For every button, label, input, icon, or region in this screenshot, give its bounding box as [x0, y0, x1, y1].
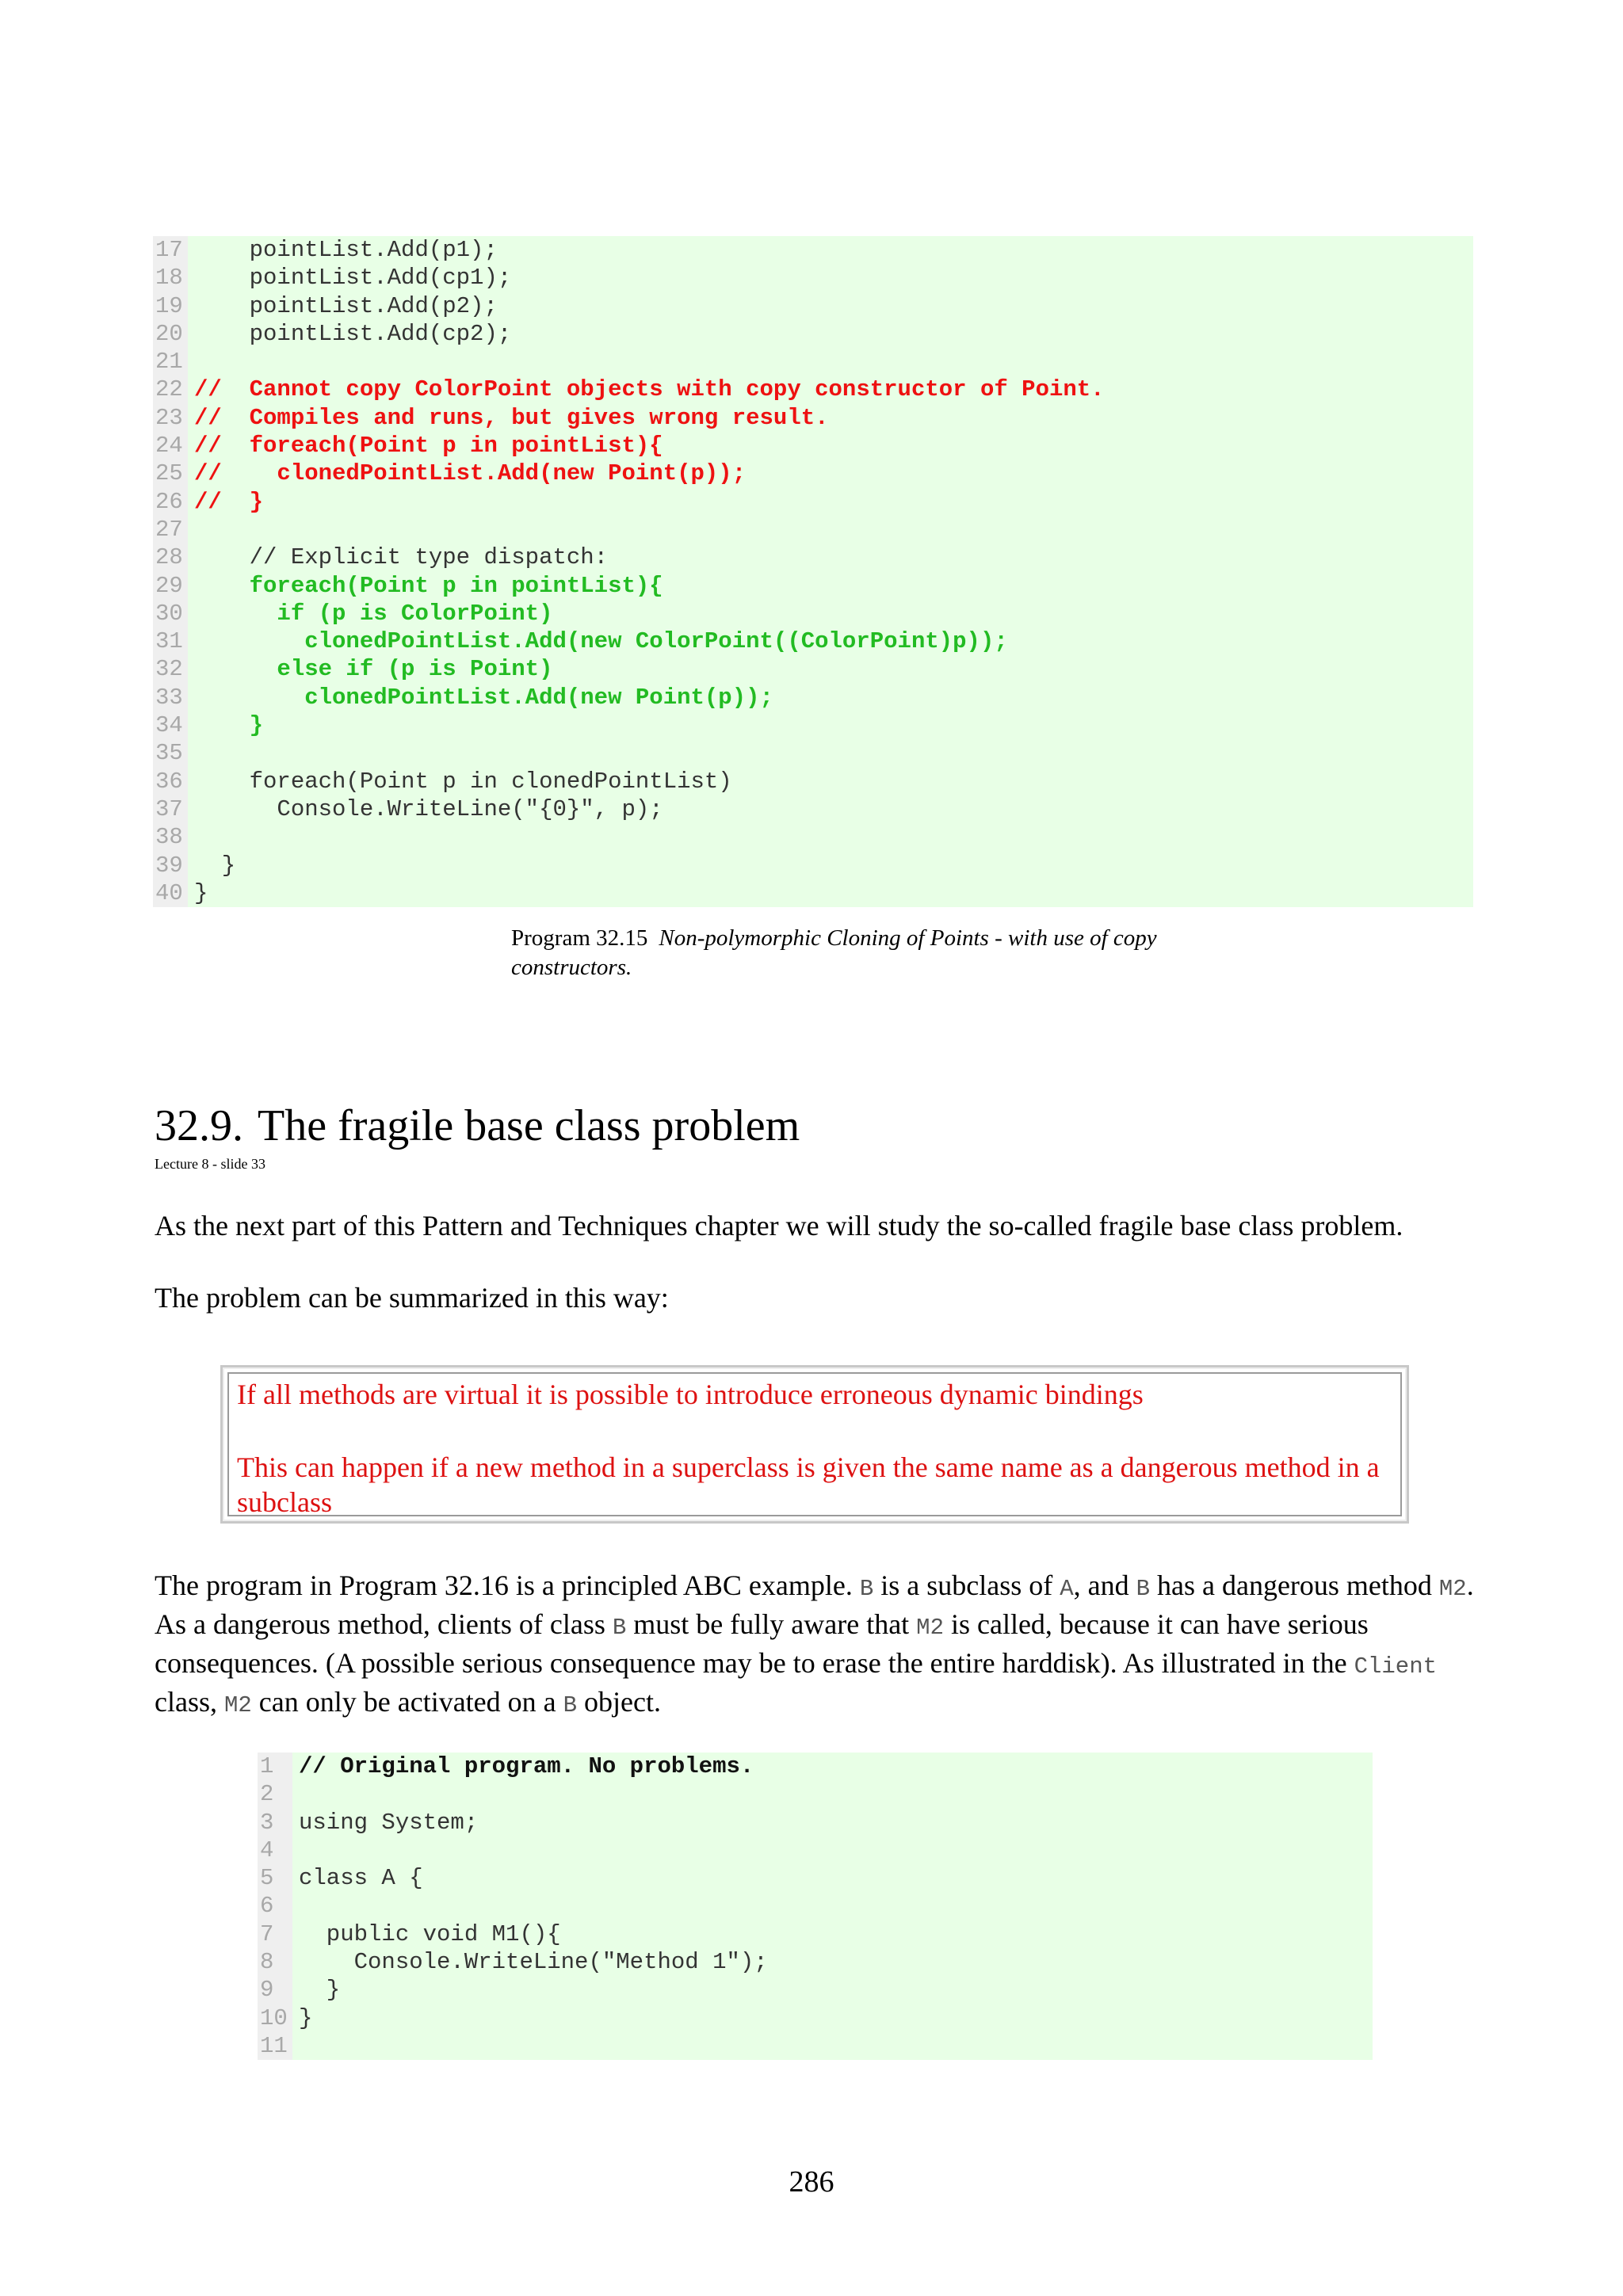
code-ref: B: [563, 1692, 578, 1718]
line-number: 7: [258, 1920, 292, 1948]
code-token: // Explicit type dispatch:: [194, 544, 609, 571]
code-ref: M2: [1438, 1576, 1467, 1602]
code-line: [153, 320, 1473, 348]
code-line: [153, 768, 1473, 795]
code-token: }: [194, 852, 236, 879]
text-run: The program in Program 32.16 is a principled ABC example.: [155, 1569, 860, 1601]
code-listing-program-32-16: [258, 1753, 1373, 2060]
code-line: [153, 460, 1473, 487]
text-run: can only be activated on a: [251, 1686, 563, 1718]
code-line: [153, 627, 1473, 655]
code-token: clonedPointList.Add(new Point(p));: [194, 684, 773, 711]
code-text: [188, 460, 1473, 487]
line-number: 35: [153, 739, 188, 767]
paragraph-program-description: [155, 1568, 1502, 1723]
code-line: [153, 739, 1473, 767]
line-number: 19: [153, 292, 188, 320]
code-text: [188, 320, 1473, 348]
line-number: 40: [153, 879, 188, 907]
code-line: [153, 572, 1473, 600]
code-token: }: [194, 712, 264, 739]
line-number: 2: [258, 1780, 292, 1808]
code-text: [188, 655, 1473, 683]
code-text: [188, 348, 1473, 376]
text-run: is a subclass of: [873, 1569, 1060, 1601]
line-number: 34: [153, 711, 188, 739]
code-ref: A: [1060, 1576, 1074, 1602]
line-number: 38: [153, 823, 188, 851]
code-token: // Original program. No problems.: [299, 1753, 754, 1779]
code-line: [153, 655, 1473, 683]
section-title-text: The fragile base class problem: [258, 1101, 800, 1150]
section-number: 32.9.: [155, 1101, 243, 1150]
line-number: 11: [258, 2032, 292, 2060]
line-number: 5: [258, 1864, 292, 1892]
code-listing-program-32-15: [153, 236, 1473, 907]
page-number: 286: [789, 2165, 834, 2199]
code-line: [258, 1892, 1373, 1920]
code-line: [258, 1948, 1373, 1976]
code-line: [153, 236, 1473, 264]
code-line: [153, 684, 1473, 711]
paragraph-intro: As the next part of this Pattern and Techniques chapter we will study the so-called fragile base class problem.: [155, 1210, 1403, 1241]
code-text: [292, 1948, 1373, 1976]
code-line: [258, 2004, 1373, 2032]
line-number: 1: [258, 1753, 292, 1780]
code-token: pointList.Add(p1);: [194, 237, 498, 263]
code-line: [153, 376, 1473, 403]
line-number: 23: [153, 404, 188, 432]
line-number: 22: [153, 376, 188, 403]
code-text: [188, 236, 1473, 264]
code-line: [153, 823, 1473, 851]
code-text: [188, 823, 1473, 851]
line-number: 29: [153, 572, 188, 600]
line-number: 6: [258, 1892, 292, 1920]
line-number: 17: [153, 236, 188, 264]
line-number: 31: [153, 627, 188, 655]
code-text: [188, 795, 1473, 823]
text-run: is called, because it can have serious consequences. (A possible serious consequence may be to erase the entire harddisk). As illustrated in the: [155, 1608, 1369, 1679]
code-ref: M2: [916, 1615, 944, 1641]
code-ref: B: [859, 1576, 874, 1602]
line-number: 24: [153, 432, 188, 460]
text-run: class,: [155, 1686, 224, 1718]
code-text: [292, 1753, 1373, 1780]
code-line: [153, 292, 1473, 320]
code-line: [153, 348, 1473, 376]
caption-label: Program 32.15: [511, 925, 648, 951]
code-text: [188, 627, 1473, 655]
code-line: [258, 1753, 1373, 1780]
code-line: [258, 1920, 1373, 1948]
code-text: [292, 1809, 1373, 1836]
code-text: [292, 1920, 1373, 1948]
code-line: [153, 600, 1473, 627]
code-line: [153, 711, 1473, 739]
code-line: [153, 795, 1473, 823]
code-token: }: [299, 2004, 313, 2031]
summary-box: [220, 1365, 1409, 1524]
line-number: 21: [153, 348, 188, 376]
code-token: if (p is ColorPoint): [194, 600, 553, 627]
code-token: foreach(Point p in clonedPointList): [194, 768, 732, 795]
code-token: class A {: [299, 1865, 423, 1892]
code-ref: B: [612, 1615, 627, 1641]
code-text: [292, 2032, 1373, 2060]
code-text: [188, 376, 1473, 403]
summary-line-1: If all methods are virtual it is possible to introduce erroneous dynamic bindings: [237, 1379, 1144, 1410]
code-text: [188, 879, 1473, 907]
code-text: [292, 1836, 1373, 1864]
code-ref: B: [1136, 1576, 1150, 1602]
line-number: 26: [153, 488, 188, 516]
paragraph-summary-lead: The problem can be summarized in this way:: [155, 1282, 669, 1314]
code-token: // }: [194, 488, 264, 515]
code-token: public void M1(){: [299, 1920, 561, 1947]
line-number: 27: [153, 516, 188, 543]
code-text: [188, 600, 1473, 627]
code-token: // clonedPointList.Add(new Point(p));: [194, 460, 747, 487]
code-text: [292, 1780, 1373, 1808]
code-text: [188, 404, 1473, 432]
text-run: , and: [1073, 1569, 1136, 1601]
code-line: [258, 2032, 1373, 2060]
text-run: . As a dangerous method, clients of class: [155, 1569, 1474, 1640]
code-text: [188, 264, 1473, 292]
code-line: [153, 516, 1473, 543]
text-run: object.: [577, 1686, 662, 1718]
code-ref: Client: [1354, 1653, 1437, 1680]
code-line: [258, 1976, 1373, 2004]
code-text: [188, 852, 1473, 879]
code-text: [292, 1892, 1373, 1920]
code-line: [153, 543, 1473, 571]
code-text: [292, 2004, 1373, 2032]
code-text: [188, 488, 1473, 516]
code-token: pointList.Add(p2);: [194, 292, 498, 319]
line-number: 8: [258, 1948, 292, 1976]
code-text: [188, 543, 1473, 571]
text-run: must be fully aware that: [626, 1608, 917, 1640]
code-token: else if (p is Point): [194, 656, 553, 683]
code-token: pointList.Add(cp2);: [194, 320, 512, 347]
code-line: [258, 1836, 1373, 1864]
line-number: 18: [153, 264, 188, 292]
line-number: 33: [153, 684, 188, 711]
line-number: 9: [258, 1976, 292, 2004]
line-number: 25: [153, 460, 188, 487]
code-token: foreach(Point p in pointList){: [194, 572, 663, 599]
code-text: [292, 1976, 1373, 2004]
code-ref: M2: [223, 1692, 252, 1718]
text-run: has a dangerous method: [1150, 1569, 1439, 1601]
code-line: [258, 1809, 1373, 1836]
code-text: [188, 292, 1473, 320]
code-text: [292, 1864, 1373, 1892]
code-line: [153, 432, 1473, 460]
slide-reference: Lecture 8 - slide 33: [155, 1156, 265, 1172]
code-token: Console.WriteLine("Method 1");: [299, 1949, 768, 1976]
code-token: }: [194, 879, 208, 906]
code-token: // Cannot copy ColorPoint objects with copy constructor of Point.: [194, 376, 1105, 403]
caption-text: Non-polymorphic Cloning of Points - with use of copy constructors.: [511, 925, 1157, 980]
code-token: pointList.Add(cp1);: [194, 265, 512, 292]
line-number: 3: [258, 1809, 292, 1836]
summary-line-2: This can happen if a new method in a superclass is given the same name as a dangerous method in a subclass: [237, 1451, 1380, 1518]
code-token: // Compiles and runs, but gives wrong result.: [194, 404, 829, 431]
code-token: Console.WriteLine("{0}", p);: [194, 795, 663, 822]
line-number: 30: [153, 600, 188, 627]
code-text: [188, 739, 1473, 767]
line-number: 10: [258, 2004, 292, 2032]
code-line: [153, 879, 1473, 907]
code-text: [188, 516, 1473, 543]
code-token: // foreach(Point p in pointList){: [194, 433, 663, 460]
line-number: 39: [153, 852, 188, 879]
code-line: [153, 404, 1473, 432]
code-line: [153, 852, 1473, 879]
code-text: [188, 572, 1473, 600]
line-number: 28: [153, 543, 188, 571]
code-text: [188, 432, 1473, 460]
code-text: [188, 711, 1473, 739]
code-token: }: [299, 1977, 341, 2004]
line-number: 4: [258, 1836, 292, 1864]
line-number: 32: [153, 655, 188, 683]
code-line: [258, 1864, 1373, 1892]
section-title: [155, 1100, 800, 1152]
code-line: [258, 1780, 1373, 1808]
code-line: [153, 488, 1473, 516]
line-number: 37: [153, 795, 188, 823]
code-line: [153, 264, 1473, 292]
line-number: 20: [153, 320, 188, 348]
code-token: using System;: [299, 1809, 479, 1836]
line-number: 36: [153, 768, 188, 795]
code-text: [188, 684, 1473, 711]
code-token: clonedPointList.Add(new ColorPoint((ColorPoint)p));: [194, 628, 1008, 655]
code-text: [188, 768, 1473, 795]
program-caption: [511, 924, 1169, 982]
